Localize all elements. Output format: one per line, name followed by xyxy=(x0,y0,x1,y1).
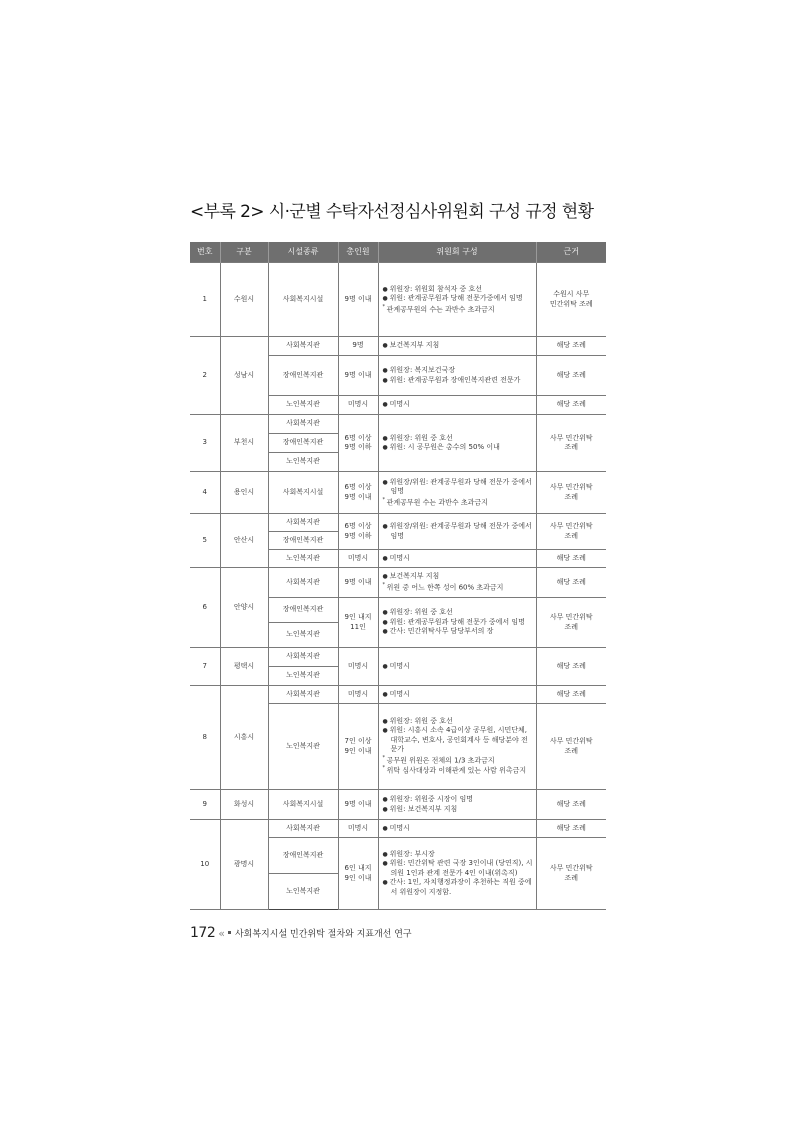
row-number: 7 xyxy=(190,648,220,686)
composition-note: * 관계공무원의 수는 과반수 초과금지 xyxy=(383,304,533,315)
facility-type: 사회복지시설 xyxy=(268,472,338,514)
square-bullet-icon xyxy=(228,931,231,934)
city-name: 시흥시 xyxy=(220,686,268,790)
composition-note: * 위탁 심사대상과 이해관계 있는 사람 위촉금지 xyxy=(383,765,533,776)
composition-item: ● 위원장: 위원중 시장이 임명 xyxy=(383,795,533,804)
count-line: 9인 이내 xyxy=(344,873,372,882)
legal-basis xyxy=(536,415,606,472)
member-count: 미명시 xyxy=(338,686,378,704)
count-line: 7인 이상 xyxy=(344,737,372,746)
city-name: 부천시 xyxy=(220,415,268,472)
table-header xyxy=(190,242,606,263)
count-line: 9인 이내 xyxy=(344,746,372,755)
count-line: 6인 내지 xyxy=(344,864,372,873)
member-count: 9명 xyxy=(338,337,378,356)
composition-item: ● 위원: 시 공무원은 총수의 50% 이내 xyxy=(383,443,533,452)
basis-line: 사무 민간위탁 xyxy=(549,433,593,442)
member-count: 미명시 xyxy=(338,820,378,838)
composition-note: * 위원 중 어느 한쪽 성이 60% 초과금지 xyxy=(383,582,533,593)
basis-line: 조례 xyxy=(564,873,579,882)
page-footer xyxy=(190,925,412,941)
legal-basis xyxy=(536,704,606,790)
legal-basis xyxy=(536,263,606,337)
basis-line: 사무 민간위탁 xyxy=(549,483,593,492)
facility-type: 노인복지관 xyxy=(268,453,338,472)
committee-composition xyxy=(378,263,536,337)
table-row xyxy=(190,820,606,838)
member-count xyxy=(338,514,378,550)
committee-composition xyxy=(378,704,536,790)
composition-item: ● 보건복지부 지침 xyxy=(383,341,533,350)
city-name: 용인시 xyxy=(220,472,268,514)
member-count xyxy=(338,598,378,648)
committee-composition xyxy=(378,472,536,514)
basis-line: 민간위탁 조례 xyxy=(549,299,593,308)
header-basis: 근거 xyxy=(536,242,606,263)
composition-item: ● 위원장/위원: 관계공무원과 당해 전문가 중에서 임명 xyxy=(383,522,533,541)
composition-item: ● 위원: 관계공무원과 당해 전문가중에서 임명 xyxy=(383,294,533,303)
row-number: 9 xyxy=(190,790,220,820)
basis-line: 사무 민간위탁 xyxy=(549,737,593,746)
basis-line: 수원시 사무 xyxy=(553,290,590,299)
facility-type: 장애인복지관 xyxy=(268,598,338,623)
count-line: 9명 이하 xyxy=(344,531,372,540)
table-row xyxy=(190,263,606,337)
basis-line: 조례 xyxy=(564,746,579,755)
composition-item: ● 위원장: 복지보건국장 xyxy=(383,366,533,375)
committee-composition xyxy=(378,686,536,704)
count-line: 6명 이상 xyxy=(344,522,372,531)
row-number: 5 xyxy=(190,514,220,568)
count-line: 9명 이하 xyxy=(344,443,372,451)
composition-note: * 공무원 위원은 전체의 1/3 초과금지 xyxy=(383,755,533,766)
composition-item: ● 위원장: 위원 중 호선 xyxy=(383,434,533,443)
composition-item: ● 미명시 xyxy=(383,554,533,563)
composition-item: ● 위원장: 위원 중 호선 xyxy=(383,608,533,617)
table-row xyxy=(190,648,606,667)
basis-line: 조례 xyxy=(564,622,579,631)
member-count xyxy=(338,838,378,910)
basis-line: 사무 민간위탁 xyxy=(549,522,593,531)
header-city: 구분 xyxy=(220,242,268,263)
header-no: 번호 xyxy=(190,242,220,263)
count-line: 6명 이상 xyxy=(344,433,372,442)
table-row xyxy=(190,568,606,598)
book-title: 사회복지시설 민간위탁 절차와 지표개선 연구 xyxy=(234,929,412,940)
composition-note: * 관계공무원 수는 과반수 초과금지 xyxy=(383,497,533,508)
row-number: 3 xyxy=(190,415,220,472)
facility-type: 노인복지관 xyxy=(268,623,338,648)
row-number: 8 xyxy=(190,686,220,790)
count-line: 9인 내지 xyxy=(344,613,372,622)
committee-composition xyxy=(378,396,536,415)
facility-type: 노인복지관 xyxy=(268,704,338,790)
count-line: 9명 이내 xyxy=(344,492,372,501)
committee-composition xyxy=(378,337,536,356)
composition-item: ● 위원: 보건복지부 지침 xyxy=(383,805,533,814)
legal-basis: 해당 조례 xyxy=(536,820,606,838)
member-count xyxy=(338,704,378,790)
committee-composition xyxy=(378,568,536,598)
member-count: 미명시 xyxy=(338,396,378,415)
committee-composition xyxy=(378,514,536,550)
composition-item: ● 위원: 관계공무원과 장애인복지관련 전문가 xyxy=(383,376,533,385)
legal-basis: 해당 조례 xyxy=(536,550,606,568)
facility-type: 사회복지관 xyxy=(268,648,338,667)
facility-type: 사회복지시설 xyxy=(268,790,338,820)
facility-type: 사회복지관 xyxy=(268,568,338,598)
table-row xyxy=(190,472,606,514)
composition-item: ● 미명시 xyxy=(383,400,533,409)
composition-item: ● 간사: 민간위탁사무 담당부서의 장 xyxy=(383,627,533,636)
facility-type: 장애인복지관 xyxy=(268,356,338,396)
composition-item: ● 미명시 xyxy=(383,824,533,833)
row-number: 4 xyxy=(190,472,220,514)
count-line: 11인 xyxy=(350,622,366,631)
committee-composition xyxy=(378,820,536,838)
composition-item: ● 위원장: 부시장 xyxy=(383,850,533,859)
city-name: 화성시 xyxy=(220,790,268,820)
composition-item: ● 간사: 1인, 자치행정과장이 추천하는 직원 중에서 위원장이 지정함. xyxy=(383,878,533,897)
committee-composition xyxy=(378,598,536,648)
count-line: 6명 이상 xyxy=(344,483,372,492)
basis-line: 사무 민간위탁 xyxy=(549,864,593,873)
member-count: 9명 이내 xyxy=(338,356,378,396)
double-chevron-left-icon: « xyxy=(218,926,225,940)
table-row xyxy=(190,514,606,532)
facility-type: 노인복지관 xyxy=(268,550,338,568)
facility-type: 장애인복지관 xyxy=(268,838,338,874)
header-count: 총인원 xyxy=(338,242,378,263)
member-count: 9명 이내 xyxy=(338,790,378,820)
header-composition: 위원회 구성 xyxy=(378,242,536,263)
member-count xyxy=(338,472,378,514)
committee-composition xyxy=(378,648,536,686)
city-name: 평택시 xyxy=(220,648,268,686)
committee-composition xyxy=(378,550,536,568)
row-number: 10 xyxy=(190,820,220,910)
facility-type: 노인복지관 xyxy=(268,874,338,910)
facility-type: 노인복지관 xyxy=(268,396,338,415)
committee-table xyxy=(190,242,606,910)
basis-line: 사무 민간위탁 xyxy=(549,613,593,622)
member-count: 미명시 xyxy=(338,550,378,568)
composition-item: ● 위원: 관계공무원과 당해 전문가 중에서 임명 xyxy=(383,618,533,627)
legal-basis: 해당 조례 xyxy=(536,568,606,598)
basis-line: 조례 xyxy=(564,492,579,501)
member-count: 9명 이내 xyxy=(338,568,378,598)
page-title: <부록 2> 시·군별 수탁자선정심사위원회 구성 규정 현황 xyxy=(190,202,594,222)
facility-type: 장애인복지관 xyxy=(268,532,338,550)
legal-basis: 해당 조례 xyxy=(536,790,606,820)
legal-basis xyxy=(536,598,606,648)
row-number: 6 xyxy=(190,568,220,648)
facility-type: 사회복지관 xyxy=(268,415,338,434)
legal-basis: 해당 조례 xyxy=(536,356,606,396)
basis-line: 조례 xyxy=(564,531,579,540)
composition-item: ● 미명시 xyxy=(383,662,533,671)
city-name: 안산시 xyxy=(220,514,268,568)
legal-basis xyxy=(536,514,606,550)
facility-type: 사회복지관 xyxy=(268,820,338,838)
legal-basis: 해당 조례 xyxy=(536,396,606,415)
legal-basis xyxy=(536,472,606,514)
row-number: 2 xyxy=(190,337,220,415)
row-number: 1 xyxy=(190,263,220,337)
table-row xyxy=(190,415,606,434)
member-count: 9명 이내 xyxy=(338,263,378,337)
page-number: 172 xyxy=(190,925,216,941)
committee-composition xyxy=(378,356,536,396)
city-name: 성남시 xyxy=(220,337,268,415)
facility-type: 사회복지관 xyxy=(268,514,338,532)
composition-item: ● 위원장: 위원 중 호선 xyxy=(383,717,533,726)
basis-line: 조례 xyxy=(564,443,579,451)
facility-type: 노인복지관 xyxy=(268,667,338,686)
member-count xyxy=(338,415,378,472)
facility-type: 사회복지관 xyxy=(268,686,338,704)
legal-basis: 해당 조례 xyxy=(536,686,606,704)
composition-item: ● 위원: 시흥시 소속 4급이상 공무원, 시민단체, 대학교수, 변호사, 공인회계사 등 해당분야 전문가 xyxy=(383,726,533,754)
composition-item: ● 위원장/위원: 관계공무원과 당해 전문가 중에서 임명 xyxy=(383,478,533,497)
facility-type: 장애인복지관 xyxy=(268,434,338,453)
legal-basis: 해당 조례 xyxy=(536,648,606,686)
city-name: 광명시 xyxy=(220,820,268,910)
committee-composition xyxy=(378,415,536,472)
facility-type: 사회복지관 xyxy=(268,337,338,356)
member-count: 미명시 xyxy=(338,648,378,686)
legal-basis xyxy=(536,838,606,910)
header-facility: 시설종류 xyxy=(268,242,338,263)
facility-type: 사회복지시설 xyxy=(268,263,338,337)
composition-item: ● 보건복지부 지침 xyxy=(383,572,533,581)
legal-basis: 해당 조례 xyxy=(536,337,606,356)
committee-composition xyxy=(378,838,536,910)
composition-item: ● 위원장: 위원회 참석자 중 호선 xyxy=(383,285,533,294)
city-name: 안양시 xyxy=(220,568,268,648)
committee-composition xyxy=(378,790,536,820)
composition-item: ● 위원: 민간위탁 관련 국장 3인이내 (당연직), 시의원 1인과 관계 전문가 4인 이내(위촉직) xyxy=(383,859,533,878)
city-name: 수원시 xyxy=(220,263,268,337)
table-row xyxy=(190,686,606,704)
composition-item: ● 미명시 xyxy=(383,690,533,699)
table-row xyxy=(190,790,606,820)
table-row xyxy=(190,337,606,356)
